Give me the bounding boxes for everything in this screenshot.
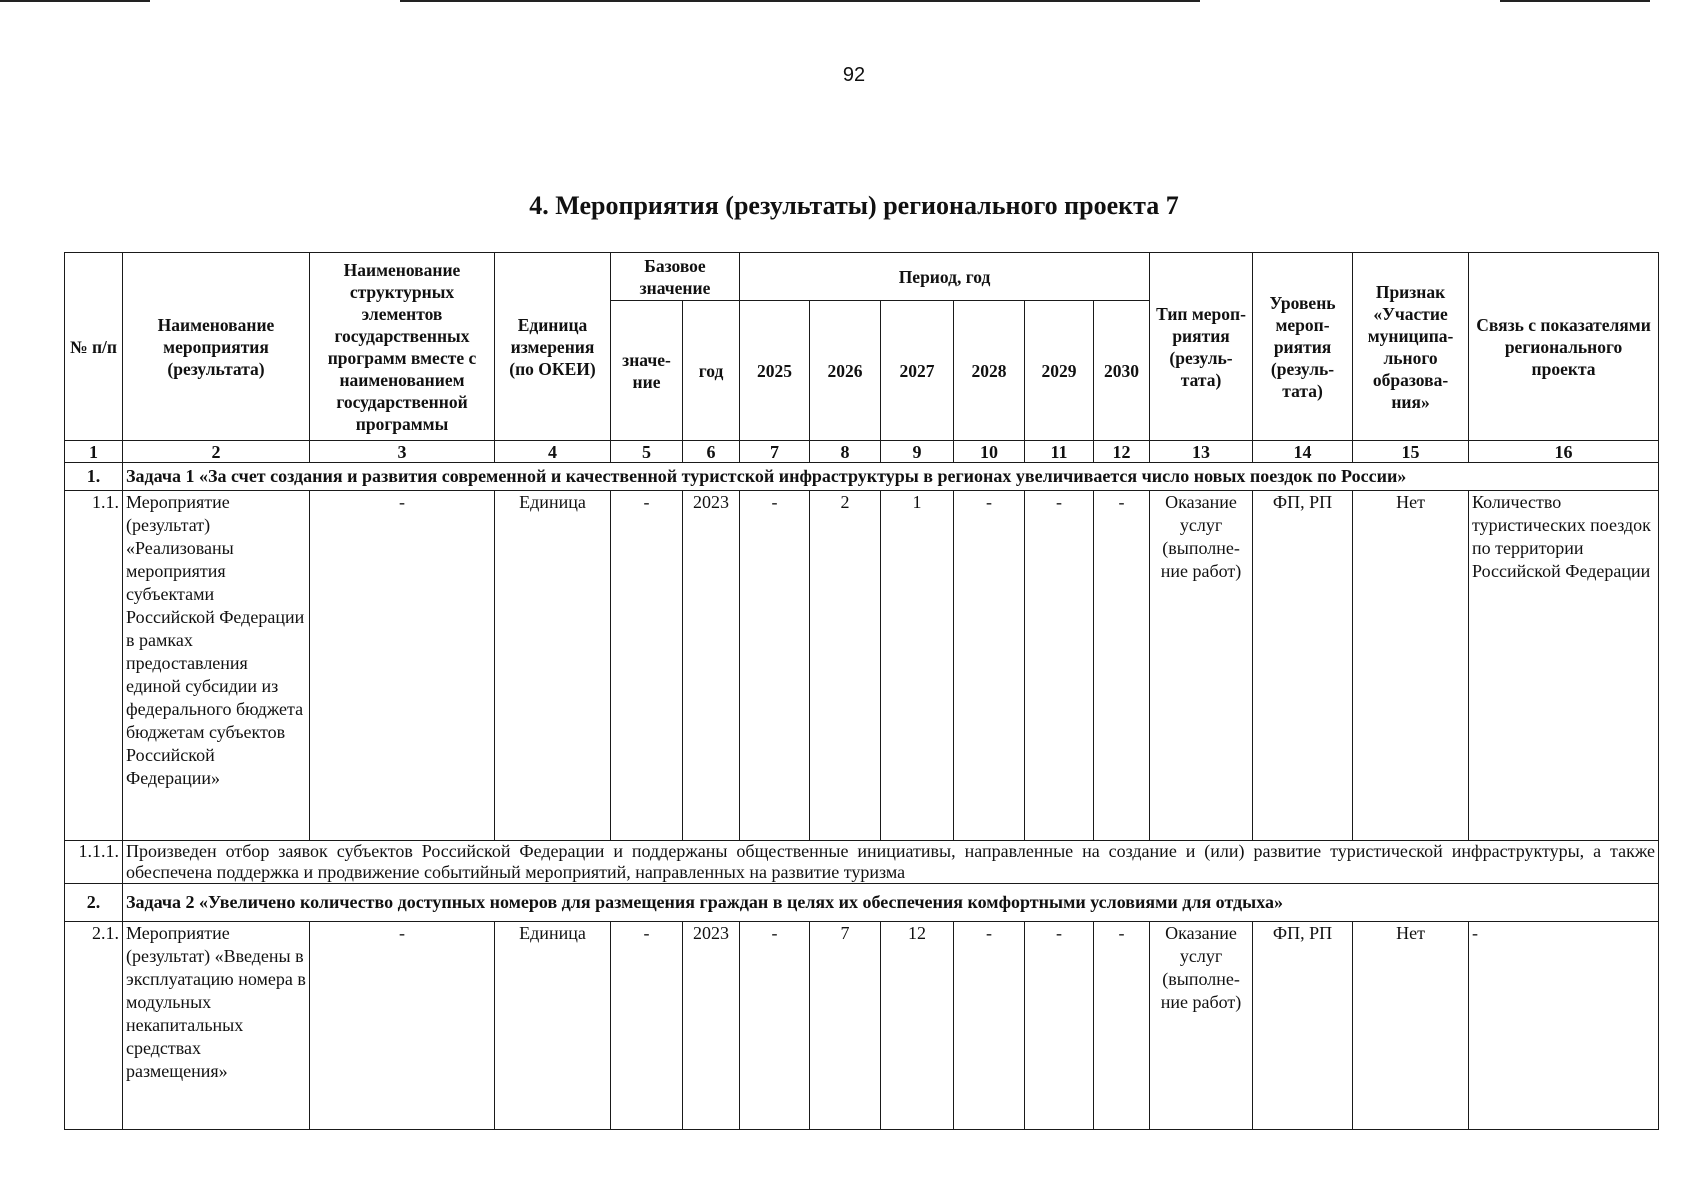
header-base: Базовое значение <box>611 253 740 301</box>
task-1-text: Задача 1 «За счет создания и развития современной и качественной туристской инфраструктуры в регионах увеличивается число новых поездок по России» <box>123 463 1659 491</box>
header-type: Тип мероп-риятия (резуль-тата) <box>1150 253 1253 441</box>
column-number: 16 <box>1469 441 1659 463</box>
row-2-level: ФП, РП <box>1253 922 1353 1130</box>
row-1-2030: - <box>1094 491 1150 841</box>
header-period: Период, год <box>740 253 1150 301</box>
column-number: 14 <box>1253 441 1353 463</box>
page-title: 4. Мероприятия (результаты) регионального проекта 7 <box>529 191 1179 220</box>
header-year-2025: 2025 <box>740 301 810 441</box>
row-2-2025: - <box>740 922 810 1130</box>
task-1-num: 1. <box>65 463 123 491</box>
row-1-struct: - <box>310 491 495 841</box>
row-1-sign: Нет <box>1353 491 1469 841</box>
row-2-sign: Нет <box>1353 922 1469 1130</box>
row-2-2026: 7 <box>810 922 881 1130</box>
task-2-row <box>65 884 1659 922</box>
row-2-2027: 12 <box>881 922 954 1130</box>
row-1-level: ФП, РП <box>1253 491 1353 841</box>
header-link: Связь с показателями регионального проекта <box>1469 253 1659 441</box>
row-2-2029: - <box>1025 922 1094 1130</box>
row-2-num: 2.1. <box>65 922 123 1130</box>
row-1-note-text: Произведен отбор заявок субъектов Российской Федерации и поддержаны общественные инициативы, направленные на создание и (или) развитие туристической инфраструктуры, а также обеспечена поддержка и продвижение событийный мероприятий, направленных на развитие туризма <box>123 841 1659 884</box>
column-number: 13 <box>1150 441 1253 463</box>
row-2-struct: - <box>310 922 495 1130</box>
column-number: 4 <box>495 441 611 463</box>
header-base-year: год <box>683 301 740 441</box>
scan-top-border-right <box>1500 0 1650 2</box>
row-1-num: 1.1. <box>65 491 123 841</box>
header-year-2026: 2026 <box>810 301 881 441</box>
row-1-2029: - <box>1025 491 1094 841</box>
row-1-base-year: 2023 <box>683 491 740 841</box>
header-num: № п/п <box>65 253 123 441</box>
header-year-2027: 2027 <box>881 301 954 441</box>
header-row-top <box>65 253 1659 301</box>
row-2-type: Оказание услуг (выполне-ние работ) <box>1150 922 1253 1130</box>
column-number: 12 <box>1094 441 1150 463</box>
row-1-unit: Единица <box>495 491 611 841</box>
activities-table <box>64 252 1659 1130</box>
column-number: 2 <box>123 441 310 463</box>
scan-top-border-left <box>0 0 150 2</box>
column-number: 11 <box>1025 441 1094 463</box>
column-number: 9 <box>881 441 954 463</box>
column-number: 15 <box>1353 441 1469 463</box>
column-number: 5 <box>611 441 683 463</box>
row-1-note-num: 1.1.1. <box>65 841 123 884</box>
task-2-num: 2. <box>65 884 123 922</box>
header-struct: Наименование структурных элементов государственных программ вместе с наименованием государственной программы <box>310 253 495 441</box>
header-sign: Признак «Участие муниципа-льного образова-ния» <box>1353 253 1469 441</box>
table-row <box>65 491 1659 841</box>
row-1-2027: 1 <box>881 491 954 841</box>
row-2-base-value: - <box>611 922 683 1130</box>
task-2-text: Задача 2 «Увеличено количество доступных номеров для размещения граждан в целях их обеспечения комфортными условиями для отдыха» <box>123 884 1659 922</box>
header-name: Наименование мероприятия (результата) <box>123 253 310 441</box>
table-row <box>65 922 1659 1130</box>
table-row-note <box>65 841 1659 884</box>
page-number: 92 <box>842 64 866 86</box>
header-year-2028: 2028 <box>954 301 1025 441</box>
row-2-unit: Единица <box>495 922 611 1130</box>
row-2-2030: - <box>1094 922 1150 1130</box>
scan-top-border-mid <box>400 0 1200 2</box>
column-number: 7 <box>740 441 810 463</box>
row-1-2026: 2 <box>810 491 881 841</box>
row-1-link: Количество туристических поездок по территории Российской Федерации <box>1469 491 1659 841</box>
column-number: 6 <box>683 441 740 463</box>
row-1-name: Мероприятие (результат) «Реализованы мероприятия субъектами Российской Федерации в рамках предоставления единой субсидии из федерального бюджета бюджетам субъектов Российской Федерации» <box>123 491 310 841</box>
header-level: Уровень мероп-риятия (резуль-тата) <box>1253 253 1353 441</box>
column-number: 10 <box>954 441 1025 463</box>
row-2-base-year: 2023 <box>683 922 740 1130</box>
header-base-value: значе-ние <box>611 301 683 441</box>
row-2-link: - <box>1469 922 1659 1130</box>
column-number: 8 <box>810 441 881 463</box>
row-1-base-value: - <box>611 491 683 841</box>
header-unit: Единица измерения (по ОКЕИ) <box>495 253 611 441</box>
row-2-name: Мероприятие (результат) «Введены в эксплуатацию номера в модульных некапитальных средствах размещения» <box>123 922 310 1130</box>
task-1-row <box>65 463 1659 491</box>
row-2-2028: - <box>954 922 1025 1130</box>
column-numbers-row <box>65 441 1659 463</box>
column-number: 1 <box>65 441 123 463</box>
column-number: 3 <box>310 441 495 463</box>
row-1-2025: - <box>740 491 810 841</box>
header-year-2030: 2030 <box>1094 301 1150 441</box>
header-year-2029: 2029 <box>1025 301 1094 441</box>
row-1-2028: - <box>954 491 1025 841</box>
row-1-type: Оказание услуг (выполне-ние работ) <box>1150 491 1253 841</box>
